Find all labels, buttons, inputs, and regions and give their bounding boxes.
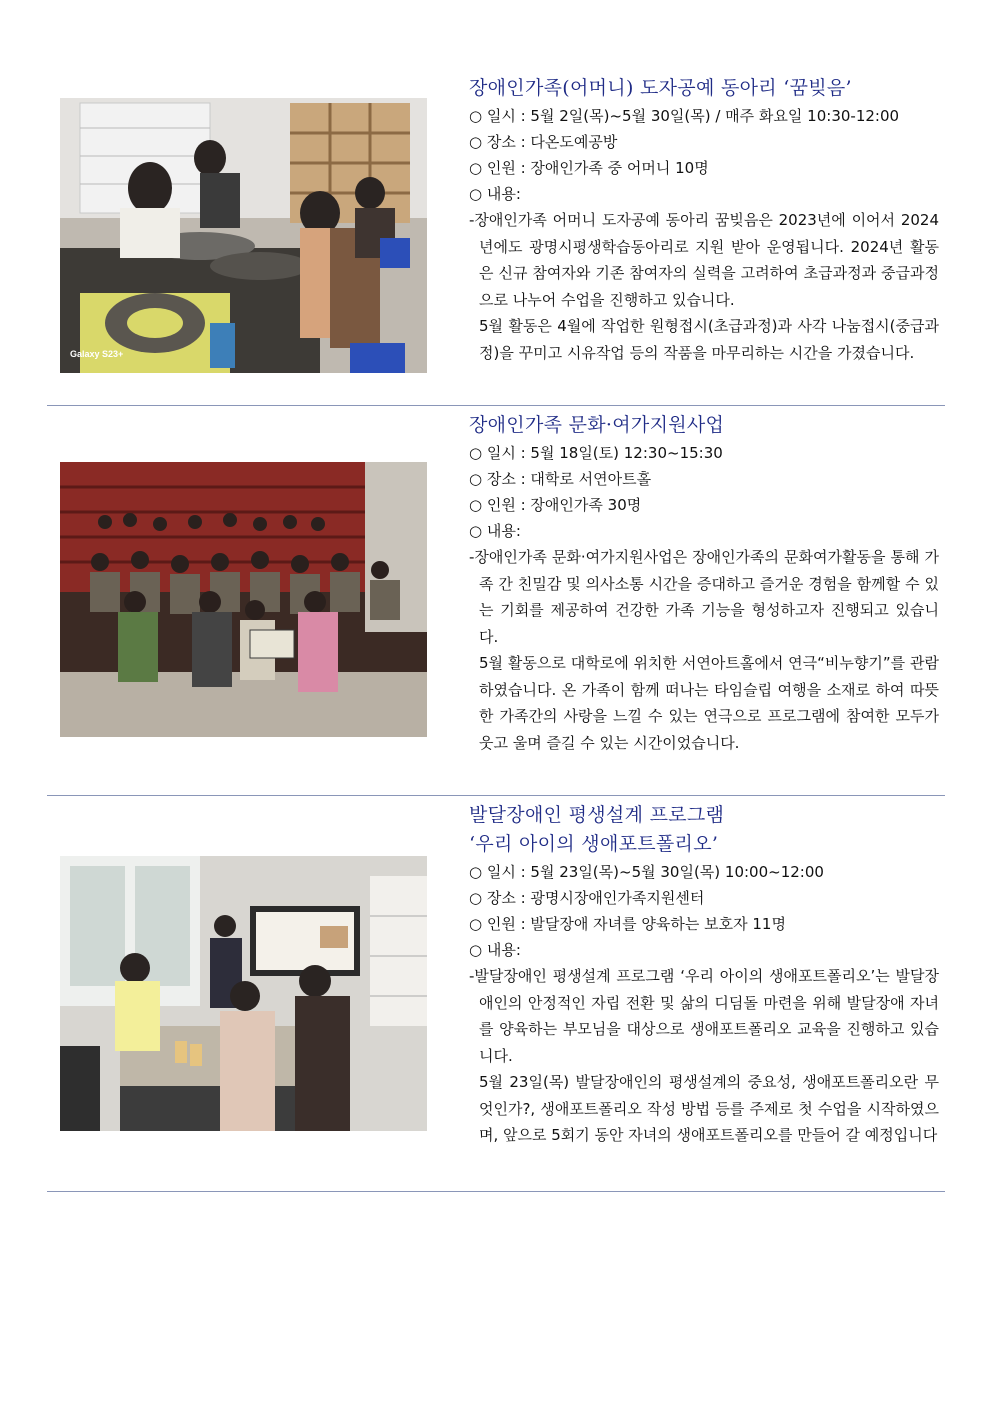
content-paragraph-1: -장애인가족 문화·여가지원사업은 장애인가족의 문화여가활동을 통해 가족 간 친밀감 및 의사소통 시간을 증대하고 즐거운 경험을 함께할 수 있는 기회를 제공하여 건강한 가족 기능을 형성하고자 진행되고 있습니다. (469, 548, 939, 646)
content-label: ○ 내용: (469, 941, 521, 959)
people-line: ○ 인원 : 장애인가족 30명 (469, 496, 642, 514)
content-label: ○ 내용: (469, 522, 521, 540)
content-paragraph-2: 5월 23일(목) 발달장애인의 평생설계의 중요성, 생애포트폴리오란 무엇인가?, 생애포트폴리오 작성 방법 등를 주제로 첫 수업을 시작하였으며, 앞으로 5회기 동안 자녀의 생애포트폴리오를 만들어 갈 예정입니다 (479, 1073, 939, 1144)
section-text (469, 411, 939, 756)
pottery-class-image (60, 98, 427, 373)
section-culture-leisure (47, 405, 945, 796)
section-pottery-club (47, 68, 945, 406)
section-title: 발달장애인 평생설계 프로그램 (469, 804, 725, 826)
section-life-planning (47, 795, 945, 1192)
section-title: 장애인가족 문화·여가지원사업 (469, 414, 725, 436)
date-line: ○ 일시 : 5월 18일(토) 12:30~15:30 (469, 444, 723, 462)
people-line: ○ 인원 : 장애인가족 중 어머니 10명 (469, 159, 709, 177)
photo-portfolio-class (60, 856, 427, 1131)
place-line: ○ 장소 : 대학로 서연아트홀 (469, 470, 652, 488)
content-paragraph-1: -장애인가족 어머니 도자공예 동아리 꿈빚음은 2023년에 이어서 2024년에도 광명시평생학습동아리로 지원 받아 운영됩니다. 2024년 활동은 신규 참여자와 기존 참여자의 실력을 고려하여 초급과정과 중급과정으로 나누어 수업을 진행하고 있습니다. (469, 211, 939, 309)
content-label: ○ 내용: (469, 185, 521, 203)
place-line: ○ 장소 : 광명시장애인가족지원센터 (469, 889, 705, 907)
people-line: ○ 인원 : 발달장애 자녀를 양육하는 보호자 11명 (469, 915, 786, 933)
section-title: 장애인가족(어머니) 도자공예 동아리 ‘꿈빚음’ (469, 77, 852, 99)
theater-group-image (60, 462, 427, 737)
photo-watermark: Galaxy S23+ (70, 349, 124, 359)
section-text (469, 801, 939, 1149)
date-line: ○ 일시 : 5월 23일(목)~5월 30일(목) 10:00~12:00 (469, 863, 824, 881)
content-paragraph-2: 5월 활동으로 대학로에 위치한 서연아트홀에서 연극“비누향기”를 관람하였습니다. 온 가족이 함께 떠나는 타임슬립 여행을 소재로 하여 따뜻한 가족간의 사랑을 느낄 수 있는 연극으로 프로그램에 참여한 모두가 웃고 울며 즐길 수 있는 시간이었습니다. (479, 654, 939, 752)
date-line: ○ 일시 : 5월 2일(목)~5월 30일(목) / 매주 화요일 10:30-12:00 (469, 107, 900, 125)
section-subtitle: ‘우리 아이의 생애포트폴리오’ (469, 833, 719, 855)
place-line: ○ 장소 : 다온도예공방 (469, 133, 618, 151)
content-paragraph-1: -발달장애인 평생설계 프로그램 ‘우리 아이의 생애포트폴리오’는 발달장애인의 안정적인 자립 전환 및 삶의 디딤돌 마련을 위해 발달장애 자녀를 양육하는 부모님을 대상으로 생애포트폴리오 교육을 진행하고 있습니다. (469, 967, 939, 1065)
section-text (469, 74, 939, 366)
photo-pottery-class (60, 98, 427, 373)
photo-theater-group (60, 462, 427, 737)
content-paragraph-2: 5월 활동은 4월에 작업한 원형접시(초급과정)과 사각 나눔접시(중급과정)을 꾸미고 시유작업 등의 작품을 마무리하는 시간을 가졌습니다. (479, 317, 939, 362)
portfolio-class-image (60, 856, 427, 1131)
